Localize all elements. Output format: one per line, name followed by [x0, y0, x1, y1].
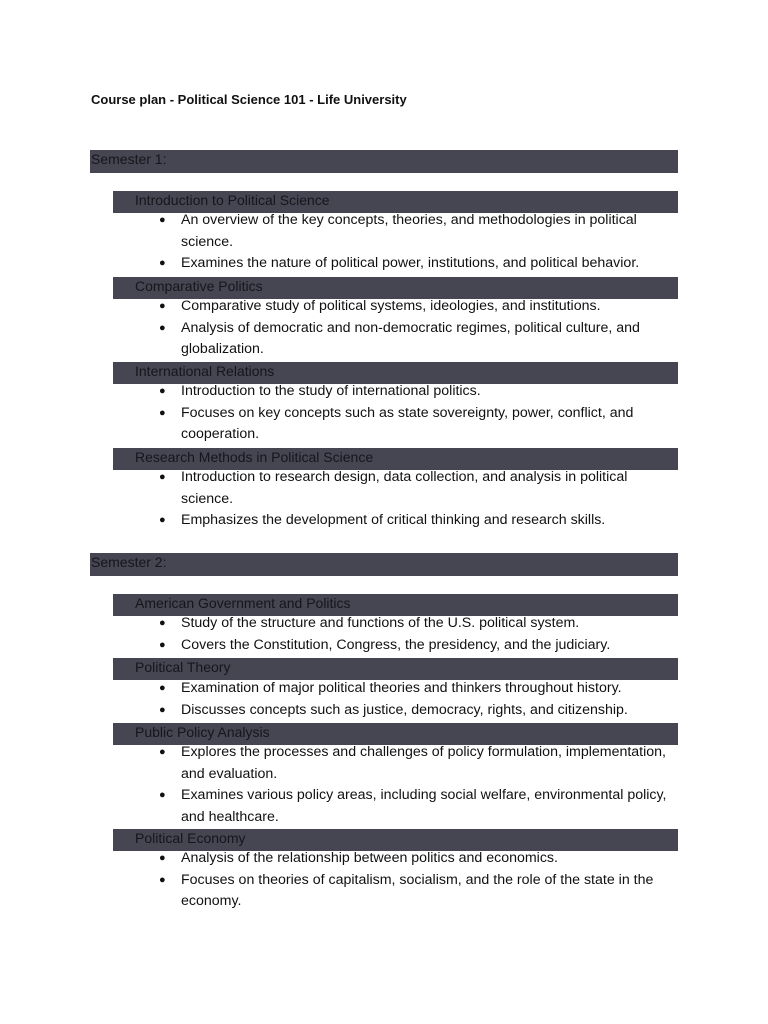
list-item-text: Focuses on key concepts such as state sovereignty, power, conflict, and cooperation. — [181, 404, 634, 442]
list-item — [150, 785, 680, 828]
bullet-dot-icon: ● — [159, 746, 166, 758]
list-item-text: Analysis of democratic and non-democratic regimes, political culture, and globalization. — [181, 319, 640, 357]
module-heading: Public Policy Analysis — [113, 723, 678, 745]
list-item — [150, 318, 680, 361]
list-item — [150, 870, 680, 913]
list-item — [150, 253, 680, 275]
list-item-text: Examines various policy areas, including social welfare, environmental policy, and healthcare. — [181, 787, 667, 825]
module-bullet-list — [150, 742, 680, 828]
semester-2-heading: Semester 2: — [90, 553, 678, 576]
list-item — [150, 510, 680, 532]
bullet-dot-icon: ● — [159, 321, 166, 334]
module-bullet-list — [150, 467, 680, 532]
list-item — [150, 848, 680, 870]
bullet-dot-icon: ● — [159, 789, 166, 801]
list-item-text: Focuses on theories of capitalism, socialism, and the role of the state in the economy. — [181, 871, 654, 909]
bullet-dot-icon: ● — [159, 617, 166, 629]
list-item-text: Comparative study of political systems, ideologies, and institutions. — [181, 298, 601, 314]
list-item — [150, 296, 680, 318]
bullet-dot-icon: ● — [159, 214, 166, 226]
list-item-text: Explores the processes and challenges of policy formulation, implementation, and evaluation. — [181, 744, 667, 782]
list-item — [150, 635, 680, 657]
list-item-text: An overview of the key concepts, theories, and methodologies in political science. — [181, 212, 637, 250]
list-item — [150, 700, 680, 722]
list-item-text: Discusses concepts such as justice, democracy, rights, and citizenship. — [181, 701, 628, 718]
bullet-dot-icon: ● — [159, 852, 166, 864]
module-heading: International Relations — [113, 362, 678, 384]
bullet-dot-icon: ● — [159, 385, 166, 397]
list-item-text: Study of the structure and functions of the U.S. political system. — [181, 615, 580, 631]
semester-1-heading: Semester 1: — [90, 150, 678, 173]
list-item-text: Examines the nature of political power, institutions, and political behavior. — [181, 255, 640, 271]
list-item-text: Covers the Constitution, Congress, the presidency, and the judiciary. — [181, 636, 611, 653]
module-heading: Political Theory — [113, 658, 678, 680]
module-heading: Research Methods in Political Science — [113, 448, 678, 470]
bullet-dot-icon: ● — [159, 514, 166, 526]
list-item-text: Analysis of the relationship between politics and economics. — [181, 850, 558, 866]
list-item — [150, 742, 680, 785]
bullet-dot-icon: ● — [159, 300, 166, 312]
list-item-text: Introduction to research design, data collection, and analysis in political science. — [181, 469, 628, 507]
module-heading: American Government and Politics — [113, 594, 678, 616]
list-item — [150, 678, 680, 700]
list-item — [150, 210, 680, 253]
bullet-dot-icon: ● — [159, 682, 166, 694]
bullet-dot-icon: ● — [159, 406, 166, 419]
list-item — [150, 381, 680, 403]
module-bullet-list — [150, 613, 680, 656]
bullet-dot-icon: ● — [159, 257, 166, 269]
module-bullet-list — [150, 381, 680, 446]
module-heading: Comparative Politics — [113, 277, 678, 299]
list-item-text: Introduction to the study of international politics. — [181, 383, 481, 399]
module-bullet-list — [150, 210, 680, 275]
bullet-dot-icon: ● — [159, 873, 166, 886]
bullet-dot-icon: ● — [159, 638, 166, 651]
module-bullet-list — [150, 296, 680, 361]
module-heading: Political Economy — [113, 829, 678, 851]
document-title: Course plan - Political Science 101 - Life University — [91, 92, 407, 107]
module-bullet-list — [150, 848, 680, 913]
bullet-dot-icon: ● — [159, 703, 166, 716]
list-item — [150, 403, 680, 446]
bullet-dot-icon: ● — [159, 471, 166, 483]
module-bullet-list — [150, 678, 680, 721]
list-item — [150, 613, 680, 635]
list-item-text: Emphasizes the development of critical thinking and research skills. — [181, 512, 606, 528]
list-item-text: Examination of major political theories and thinkers throughout history. — [181, 680, 622, 696]
module-heading: Introduction to Political Science — [113, 191, 678, 213]
list-item — [150, 467, 680, 510]
